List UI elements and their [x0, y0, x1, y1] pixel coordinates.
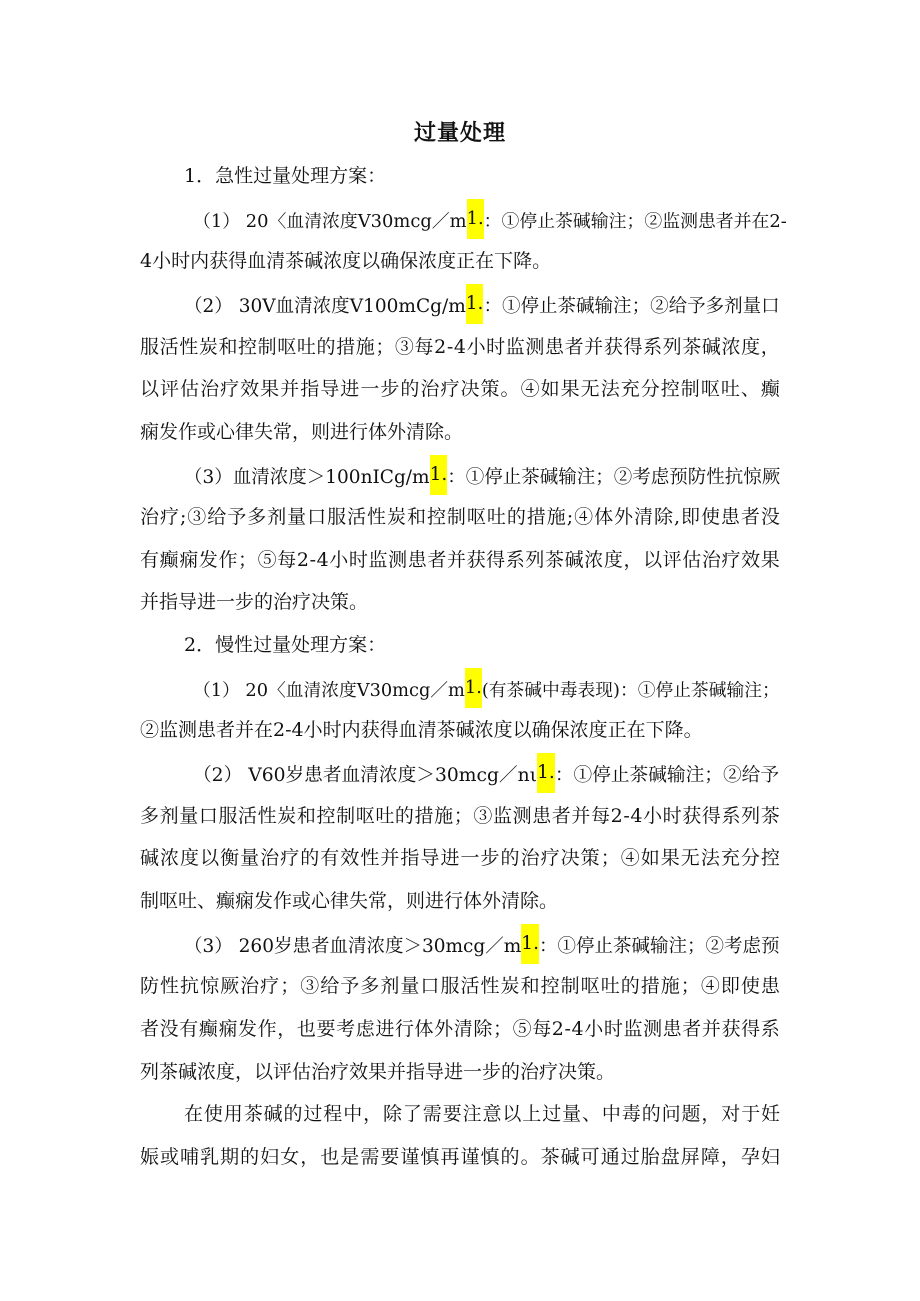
text-line-pre: （3） 260岁患者血清浓度＞30mcg／m: [184, 936, 522, 957]
text-line-s1-i2-c: [140, 375, 781, 403]
text-line-content: 服活性炭和控制呕吐的措施；③每2-4小时监测患者并获得系列茶碱浓度，: [140, 336, 781, 358]
text-line-content: ②监测患者并在2-4小时内获得血清茶碱浓度以确保浓度正在下降。: [140, 719, 703, 741]
text-line-content: 1．急性过量处理方案：: [184, 165, 387, 187]
text-line-s1-heading: [184, 162, 386, 190]
text-line-s1-i3-a: [184, 461, 780, 489]
highlighted-unit: 1.: [465, 668, 482, 708]
text-line-s2-i3-a: [184, 930, 779, 958]
text-line-s1-i2-a: [184, 290, 780, 318]
text-line-content: 碱浓度以衡量治疗的有效性并指导进一步的治疗决策；④如果无法充分控: [140, 847, 781, 869]
text-line-p-b: [140, 1143, 781, 1171]
text-line-content: 娠或哺乳期的妇女，也是需要谨慎再谨慎的。茶碱可通过胎盘屏障，孕妇: [140, 1146, 781, 1168]
text-line-content: 并指导进一步的治疗决策。: [140, 591, 369, 613]
text-line-content: 者没有癫痫发作，也要考虑进行体外清除；⑤每2-4小时监测患者并获得系: [140, 1018, 781, 1040]
text-line-content: 2．慢性过量处理方案：: [184, 634, 387, 656]
text-line-content: 在使用茶碱的过程中，除了需要注意以上过量、中毒的问题，对于妊: [184, 1103, 782, 1125]
text-line-pre: （1） 20〈血清浓度V30mcg／m: [193, 681, 465, 701]
text-line-content: 以评估治疗效果并指导进一步的治疗决策。④如果无法充分控制呕吐、癫: [140, 378, 781, 400]
highlighted-unit: 1.: [467, 199, 484, 239]
text-line-post: ：①停止茶碱输注；②给予: [554, 765, 780, 786]
highlighted-unit: 1.: [521, 924, 539, 964]
highlighted-unit: 1.: [466, 284, 484, 324]
text-line-content: 制呕吐、癫痫发作或心律失常，则进行体外清除。: [140, 890, 559, 912]
page-title: 过量处理: [413, 121, 506, 146]
text-line-s2-i1-a: [193, 674, 780, 702]
text-line-content: 4小时内获得血清茶碱浓度以确保浓度正在下降。: [140, 250, 552, 272]
text-line-s1-i3-d: [140, 588, 368, 616]
text-line-s2-i3-d: [140, 1058, 615, 1086]
text-line-pre: （2） V60岁患者血清浓度＞30mcg／nι: [193, 765, 537, 786]
text-line-s1-i2-b: [140, 333, 780, 361]
text-line-s2-i2-b: [140, 802, 780, 830]
text-line-s1-i3-c: [140, 546, 780, 574]
text-line-pre: （1） 20〈血清浓度V30mcg／m: [193, 211, 467, 232]
text-line-post: ：①停止茶碱输注；②考虑预防性抗惊厥: [447, 467, 781, 488]
text-line-content: 多剂量口服活性炭和控制呕吐的措施；③监测患者并每2-4小时获得系列茶: [140, 805, 781, 827]
text-line-post: ：①停止茶碱输注；②考虑预: [538, 936, 780, 957]
text-line-s1-i1-a: [193, 205, 787, 233]
highlighted-unit: 1.: [430, 455, 448, 495]
text-line-content: 有癫痫发作；⑤每2-4小时监测患者并获得系列茶碱浓度，以评估治疗效果: [140, 549, 781, 571]
text-line-content: 治疗;③给予多剂量口服活性炭和控制呕吐的措施;④体外清除,即使患者没: [140, 506, 781, 528]
text-line-s2-i1-b: [140, 716, 703, 744]
text-line-s2-i3-b: [140, 972, 781, 1000]
text-line-s1-i3-b: [140, 503, 781, 531]
text-line-content: 防性抗惊厥治疗；③给予多剂量口服活性炭和控制呕吐的措施；④即使患: [140, 975, 781, 997]
text-line-pre: （3）血清浓度＞100nICg/m: [184, 467, 430, 488]
text-line-content: 列茶碱浓度，以评估治疗效果并指导进一步的治疗决策。: [140, 1061, 616, 1083]
text-line-s2-i3-c: [140, 1015, 780, 1043]
text-line-s2-i2-d: [140, 887, 558, 915]
text-line-post: ：①停止茶碱输注；②给予多剂量口: [483, 296, 780, 317]
text-line-s2-i2-c: [140, 844, 781, 872]
text-line-s1-i1-b: [140, 247, 551, 275]
text-line-p-a: [184, 1100, 781, 1128]
text-line-post: (有茶碱中毒表现)：①停止茶碱输注；: [481, 681, 780, 701]
text-line-s1-i2-d: [140, 418, 463, 446]
text-line-post: ：①停止茶碱输注；②监测患者并在2-: [483, 211, 787, 232]
text-line-pre: （2） 30V血清浓度V100mCg/m: [184, 296, 466, 317]
text-line-s2-heading: [184, 631, 386, 659]
text-line-content: 痫发作或心律失常，则进行体外清除。: [140, 421, 464, 443]
highlighted-unit: 1.: [537, 753, 555, 793]
text-line-s2-i2-a: [193, 759, 779, 787]
